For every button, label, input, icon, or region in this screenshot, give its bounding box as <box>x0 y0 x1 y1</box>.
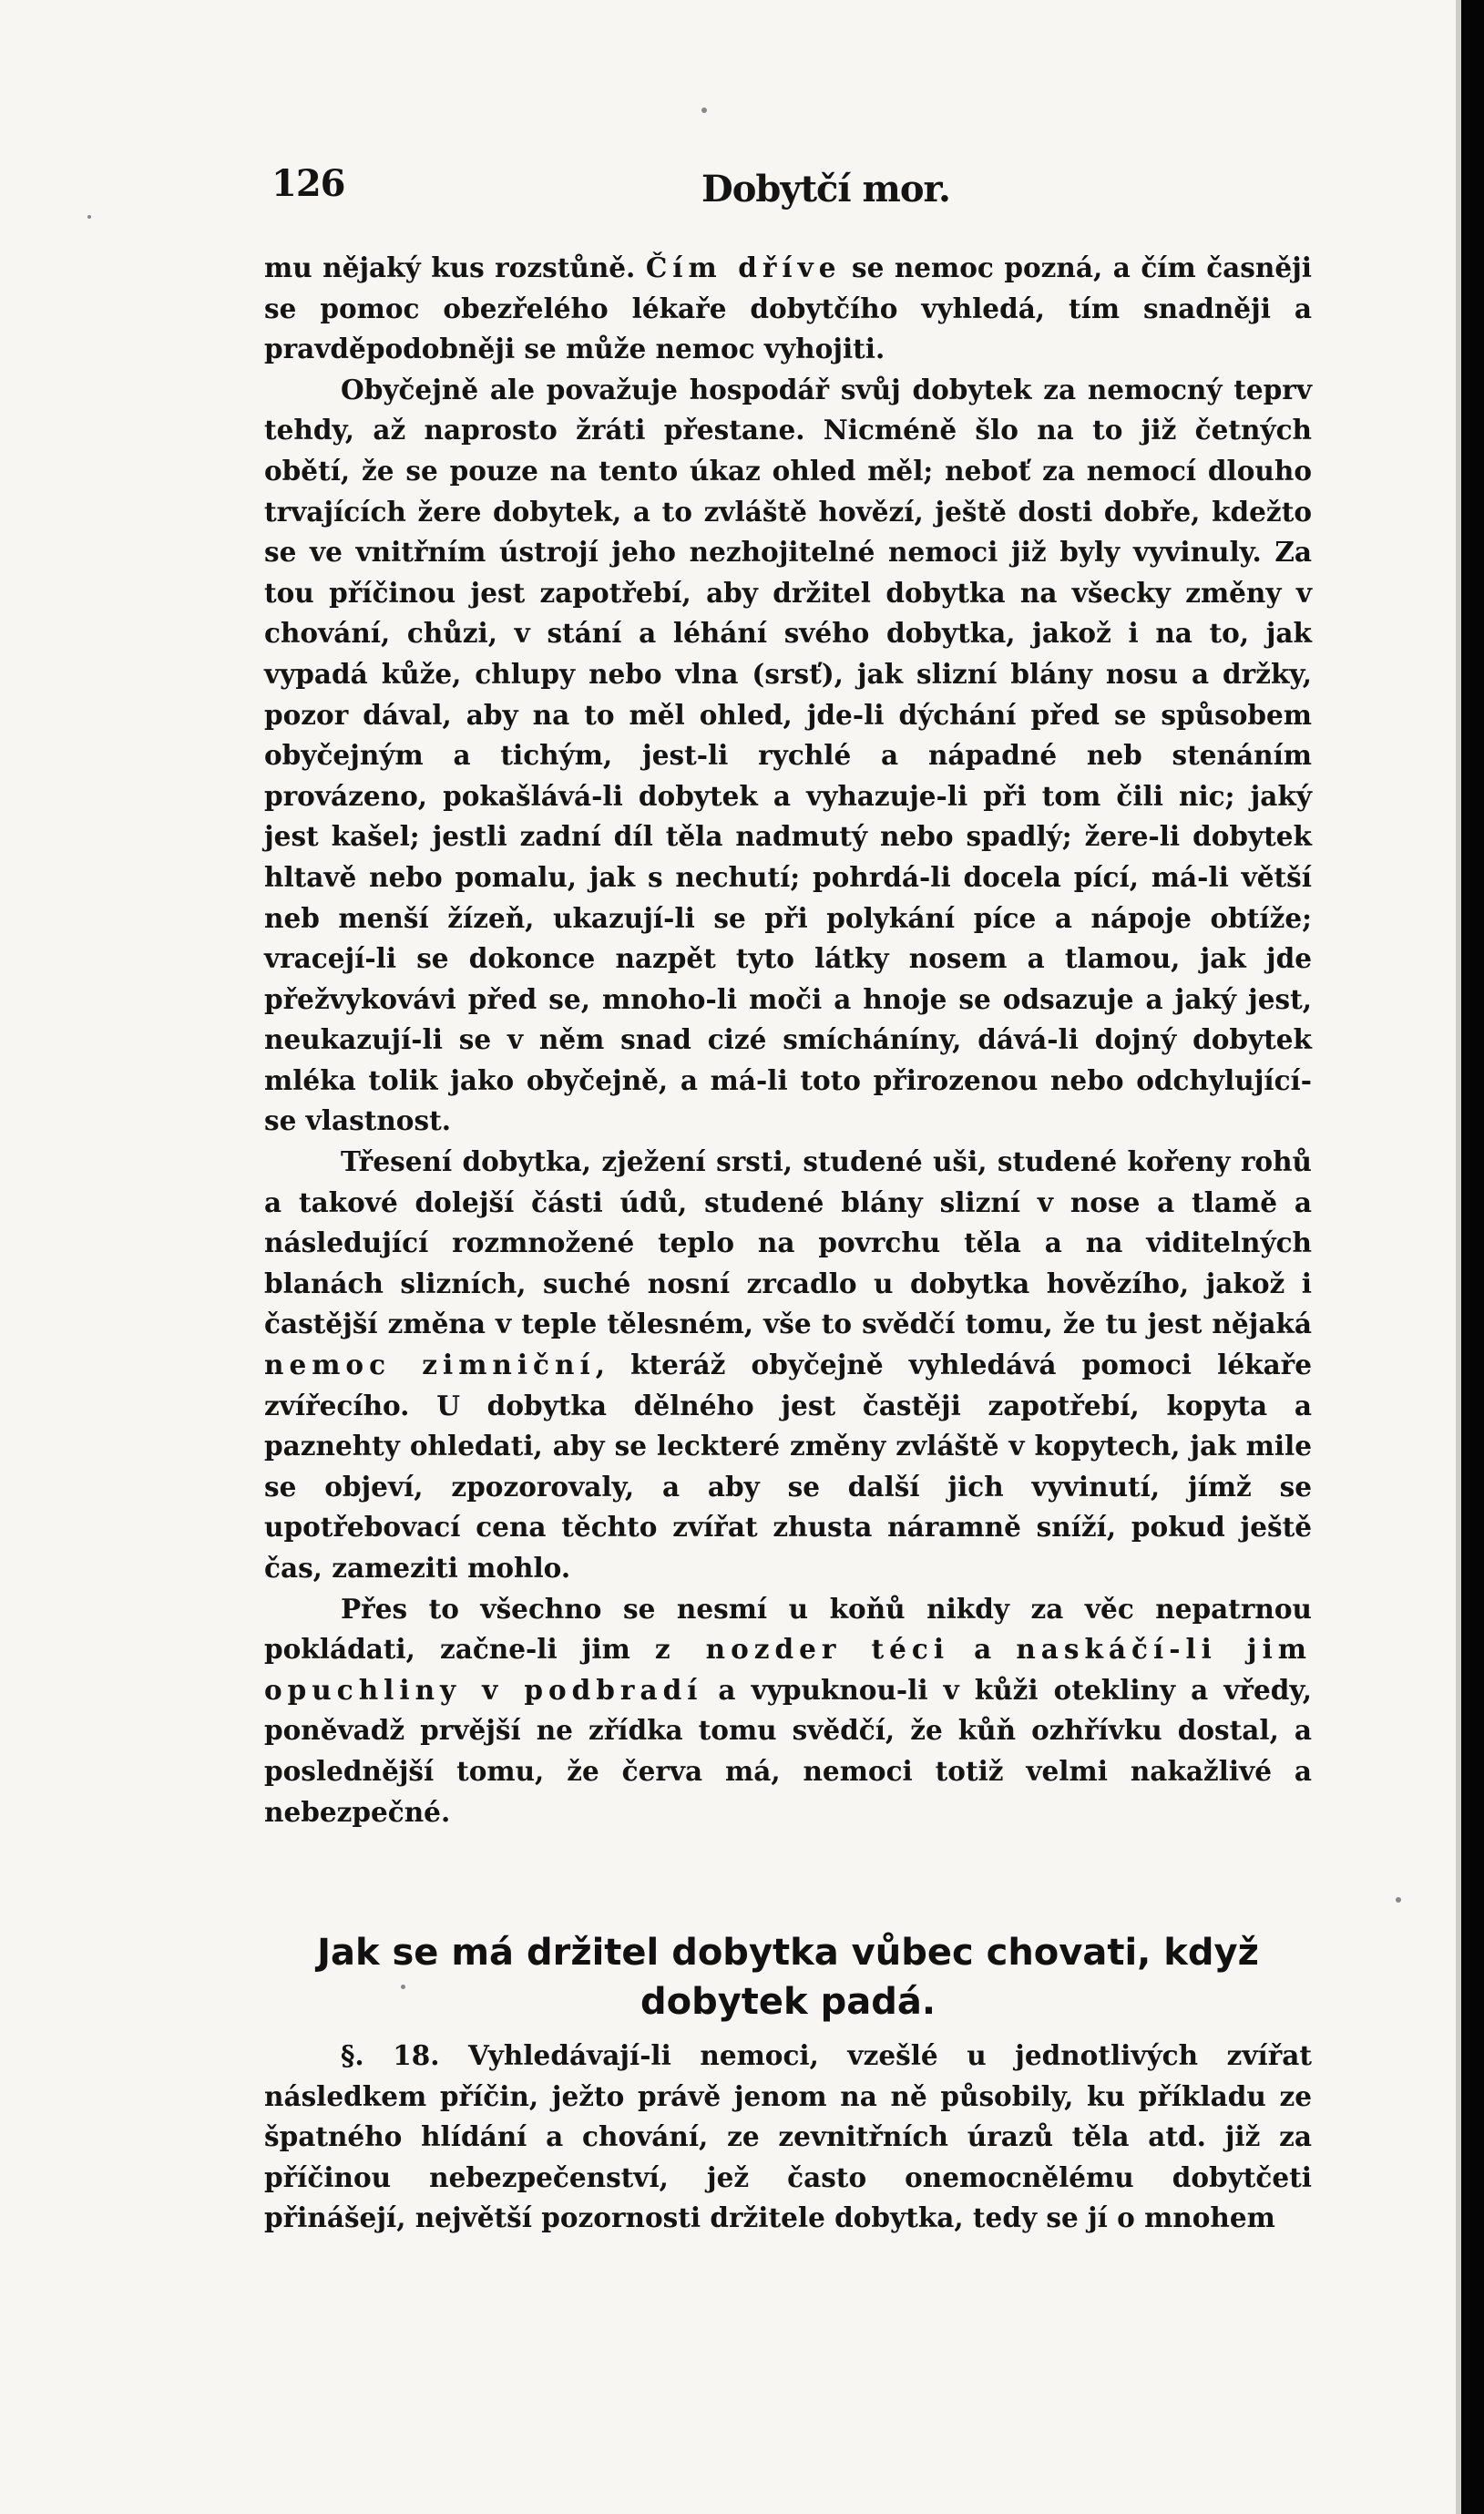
paragraph-4-start: Přes to všechno se nesmí u koňů nikdy za věc nepatrnou pokládati, začne-li jim <box>264 1592 1312 1666</box>
paragraph-4-rest: a vypuknou-li v kůži otekliny a vředy, poněvadž prvější ne zřídka tomu svědčí, že kůň ozhřívku dostal, a poslednější tomu, že červa má, nemoci totiž velmi nakažlivé a nebezpečné. <box>264 1673 1312 1828</box>
page-number: 126 <box>271 162 345 205</box>
emphasis-z-nozder-teci: z nozder téci <box>654 1633 950 1666</box>
section-heading: Jak se má držitel dobytka vůbec chovati, když dobytek padá. <box>317 1932 1259 2023</box>
emphasis-nemoc-zimnicni: nemoc zimniční <box>264 1349 596 1381</box>
paragraph-4-joiner: a <box>949 1633 1017 1666</box>
running-title: Dobytčí mor. <box>701 168 950 210</box>
paper-speck <box>701 108 707 113</box>
paragraph-1 <box>264 248 1312 370</box>
paragraph-1-rest: se nemoc pozná, a čím časněji se pomoc obezřelého lékaře dobytčího vyhledá, tím snadněji a pravděpodobněji se může nemoc vyhojiti. <box>264 251 1312 365</box>
emphasis-cim-drive: Čím dříve <box>645 251 842 283</box>
running-head <box>264 162 1312 210</box>
paper-speck <box>1396 1897 1401 1903</box>
paragraph-3-start: Třesení dobytka, zježení srsti, studené uši, studené kořeny rohů a takové dolejší části údů, studené blány slizní v nose a tlamě a následující rozmnožené teplo na povrchu těla a na viditelných blanách slizních, suché nosní zrcadlo u dobytka hovězího, jakož i častější změna v teple tělesném, vše to svědčí tomu, že tu jest nějaká <box>264 1145 1312 1340</box>
body-text <box>264 248 1312 1832</box>
paragraph-4 <box>264 1589 1312 1833</box>
paper-speck <box>87 215 91 219</box>
section-body <box>264 2036 1312 2239</box>
emphasis-opuchliny: naskáčí-li jim opuchliny v podbradí <box>264 1633 1313 1706</box>
paragraph-2: Obyčejně ale považuje hospodář svůj dobytek za nemocný teprv tehdy, až naprosto žráti přestane. Nicméně šlo na to již četných obětí, že se pouze na tento úkaz ohled měl; neboť za nemocí dlouho trvajících žere dobytek, a to zvláště hovězí, ještě dosti dobře, kdežto se ve vnitřním ústrojí jeho nezhojitelné nemoci již byly vyvinuly. Za tou příčinou jest zapotřebí, aby držitel dobytka na všecky změny v chování, chůzi, v stání a léhání svého dobytka, jakož i na to, jak vypadá kůže, chlupy nebo vlna (srsť), jak slizní blány nosu a držky, pozor dával, aby na to měl ohled, jde-li dýchání před se spůsobem obyčejným a tichým, jest-li rychlé a nápadné neb stenáním provázeno, pokašlává-li dobytek a vyhazuje-li při tom čili nic; jaký jest kašel; jestli zadní díl těla nadmutý nebo spadlý; žere-li dobytek hltavě nebo pomalu, jak s nechutí; pohrdá-li docela pící, má-li větší neb menší žízeň, ukazují-li se při polykání píce a nápoje obtíže; vracejí-li se dokonce nazpět tyto látky nosem a tlamou, jak jde přežvykovávi před se, mnoho-li moči a hnoje se odsazuje a jaký jest, neukazují-li se v něm snad cizé smícháníny, dává-li dojný dobytek mléka tolik jako obyčejně, a má-li toto přirozenou nebo odchylující-se vlastnost. <box>264 373 1312 1137</box>
scan-border <box>1461 0 1484 2514</box>
section-paragraph-1: §. 18. Vyhledávají-li nemoci, vzešlé u jednotlivých zvířat následkem příčin, ježto právě jenom na ně působily, ku příkladu ze špatného hlídání a chování, ze zevnitřních úrazů těla atd. již za příčinou nebezpečenství, jež často onemocnělému dobytčeti přinášejí, největší pozornosti držitele dobytka, tedy se jí o mnohem <box>264 2039 1312 2234</box>
paragraph-3 <box>264 1142 1312 1589</box>
paragraph-1-start: mu nějaký kus rozstůně. <box>264 251 646 283</box>
paragraph-3-rest: , kteráž obyčejně vyhledává pomoci lékaře zvířecího. U dobytka dělného jest častěji zapotřebí, kopyta a paznehty ohledati, aby se leckteré změny zvláště v kopytech, jak mile se objeví, zpozorovaly, a aby se další jich vyvinutí, jímž se upotřebovací cena těchto zvířat zhusta náramně sníží, pokud ještě čas, zameziti mohlo. <box>264 1349 1312 1584</box>
